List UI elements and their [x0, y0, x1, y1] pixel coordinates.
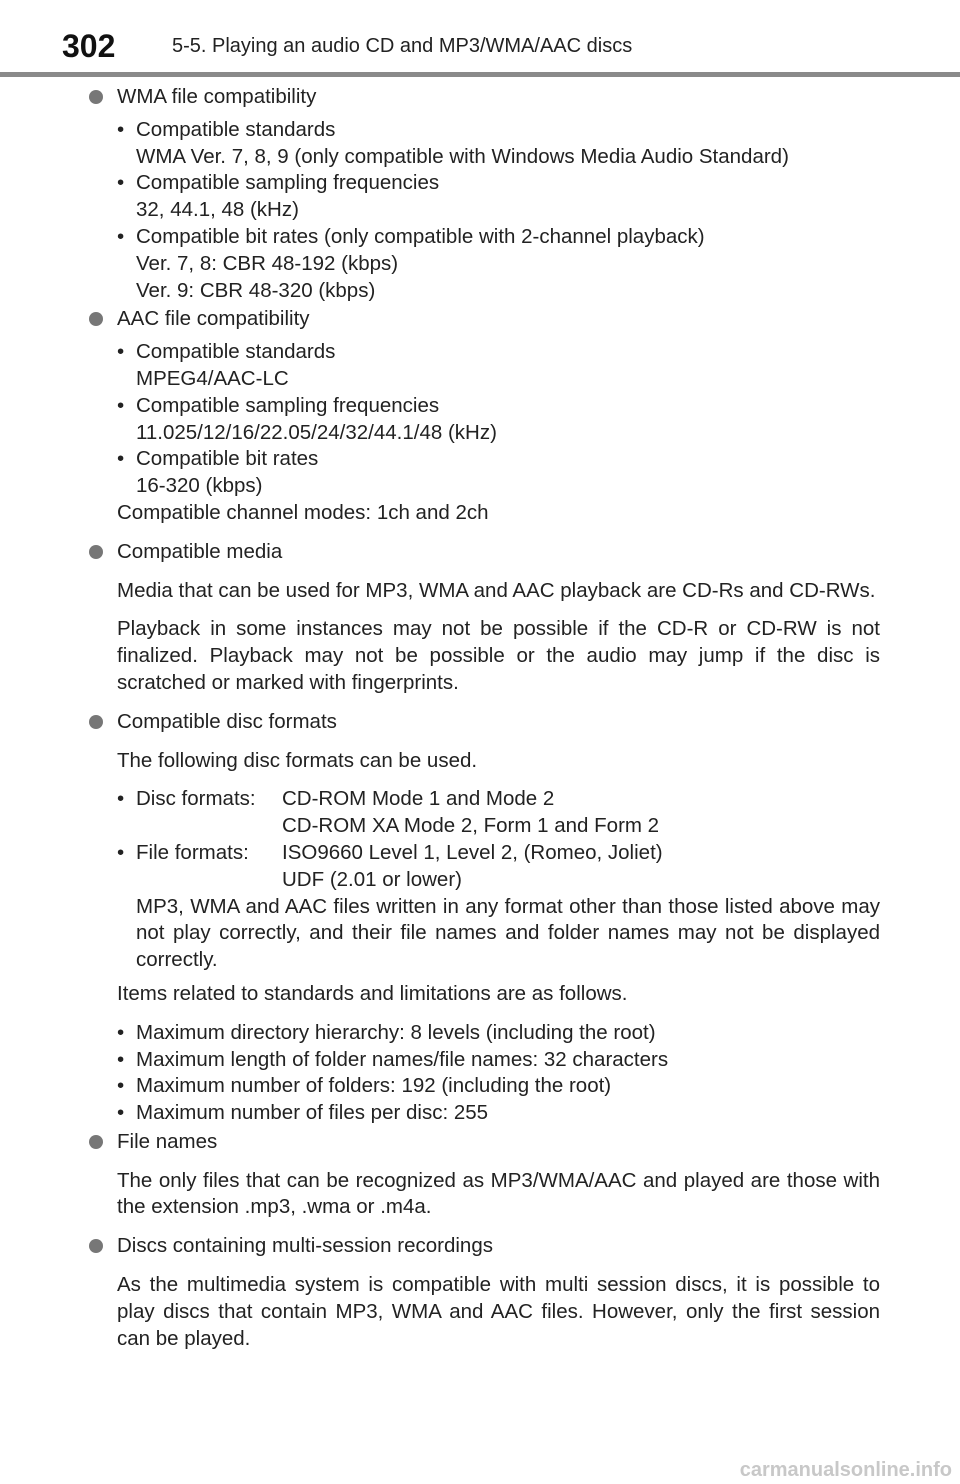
list-item: • File formats: ISO9660 Level 1, Level 2, (Romeo, Joliet) UDF (2.01 or lower) MP3, WMA and AAC files written in any format other than those listed above may not play correctly, and their file names and folder names may not be displayed correctly.: [117, 840, 880, 974]
list-item: • Compatible sampling frequencies 11.025/12/16/22.05/24/32/44.1/48 (kHz): [117, 393, 880, 447]
list-item: • Maximum directory hierarchy: 8 levels (including the root): [117, 1020, 880, 1047]
paragraph: Playback in some instances may not be possible if the CD-R or CD-RW is not finalized. Playback may not be possible or the audio may jump if the disc is scratched or marked with fingerprints.: [117, 617, 880, 694]
chapter-title: 5-5. Playing an audio CD and MP3/WMA/AAC discs: [172, 35, 633, 57]
page-content: [84, 84, 880, 1364]
section-multi-session: [84, 1233, 880, 1352]
list-item: • Maximum number of files per disc: 255: [117, 1100, 880, 1127]
format-note: MP3, WMA and AAC files written in any format other than those listed above may not play correctly, and their file names and folder names may not be displayed correctly.: [136, 894, 880, 972]
page-number: 302: [62, 28, 116, 64]
list-item: • Compatible bit rates 16-320 (kbps): [117, 446, 880, 500]
format-label: • Disc formats:: [136, 787, 256, 811]
list-item: • Compatible standards WMA Ver. 7, 8, 9 (only compatible with Windows Media Audio Standard): [117, 117, 880, 171]
section-title: Compatible disc formats: [117, 709, 880, 736]
bullet-circle-icon: [89, 1135, 103, 1149]
aac-list: [117, 339, 880, 500]
section-media: [84, 539, 880, 697]
watermark: carmanualsonline.info: [739, 1459, 952, 1481]
bullet-circle-icon: [89, 312, 103, 326]
list-item: • Compatible sampling frequencies 32, 44.1, 48 (kHz): [117, 170, 880, 224]
list-item: • Compatible standards MPEG4/AAC-LC: [117, 339, 880, 393]
bullet-circle-icon: [89, 90, 103, 104]
page-header: [0, 0, 960, 78]
section-title: WMA file compatibility: [117, 84, 880, 111]
section-disc-formats: [84, 709, 880, 1127]
header-rule: [0, 72, 960, 77]
section-title: AAC file compatibility: [117, 306, 880, 333]
format-list: [117, 786, 880, 974]
paragraph: The only files that can be recognized as MP3/WMA/AAC and played are those with the extension .mp3, .wma or .m4a.: [117, 1168, 880, 1219]
bullet-circle-icon: [89, 1239, 103, 1253]
section-title: Compatible media: [117, 539, 880, 566]
section-title: File names: [117, 1129, 880, 1156]
list-item: • Maximum length of folder names/file names: 32 characters: [117, 1047, 880, 1074]
wma-list: [117, 117, 880, 305]
bullet-circle-icon: [89, 715, 103, 729]
section-file-names: [84, 1129, 880, 1221]
paragraph: The following disc formats can be used.: [117, 748, 478, 772]
paragraph: As the multimedia system is compatible with multi session discs, it is possible to play discs that contain MP3, WMA and AAC files. However, only the first session can be played.: [117, 1273, 880, 1350]
channel-modes: Compatible channel modes: 1ch and 2ch: [117, 500, 489, 524]
list-item: • Compatible bit rates (only compatible with 2-channel playback) Ver. 7, 8: CBR 48-192 (kbps) Ver. 9: CBR 48-320 (kbps): [117, 224, 880, 304]
bullet-circle-icon: [89, 545, 103, 559]
limits-list: [117, 1020, 880, 1127]
section-wma: [84, 84, 880, 304]
section-title: Discs containing multi-session recordings: [117, 1233, 880, 1260]
list-item: • Disc formats: CD-ROM Mode 1 and Mode 2 CD-ROM XA Mode 2, Form 1 and Form 2: [117, 786, 880, 840]
list-item: • Maximum number of folders: 192 (including the root): [117, 1073, 880, 1100]
section-aac: [84, 306, 880, 526]
paragraph: Items related to standards and limitations are as follows.: [117, 981, 628, 1005]
format-label: • File formats:: [136, 840, 249, 864]
paragraph: Media that can be used for MP3, WMA and AAC playback are CD-Rs and CD-RWs.: [117, 578, 876, 602]
